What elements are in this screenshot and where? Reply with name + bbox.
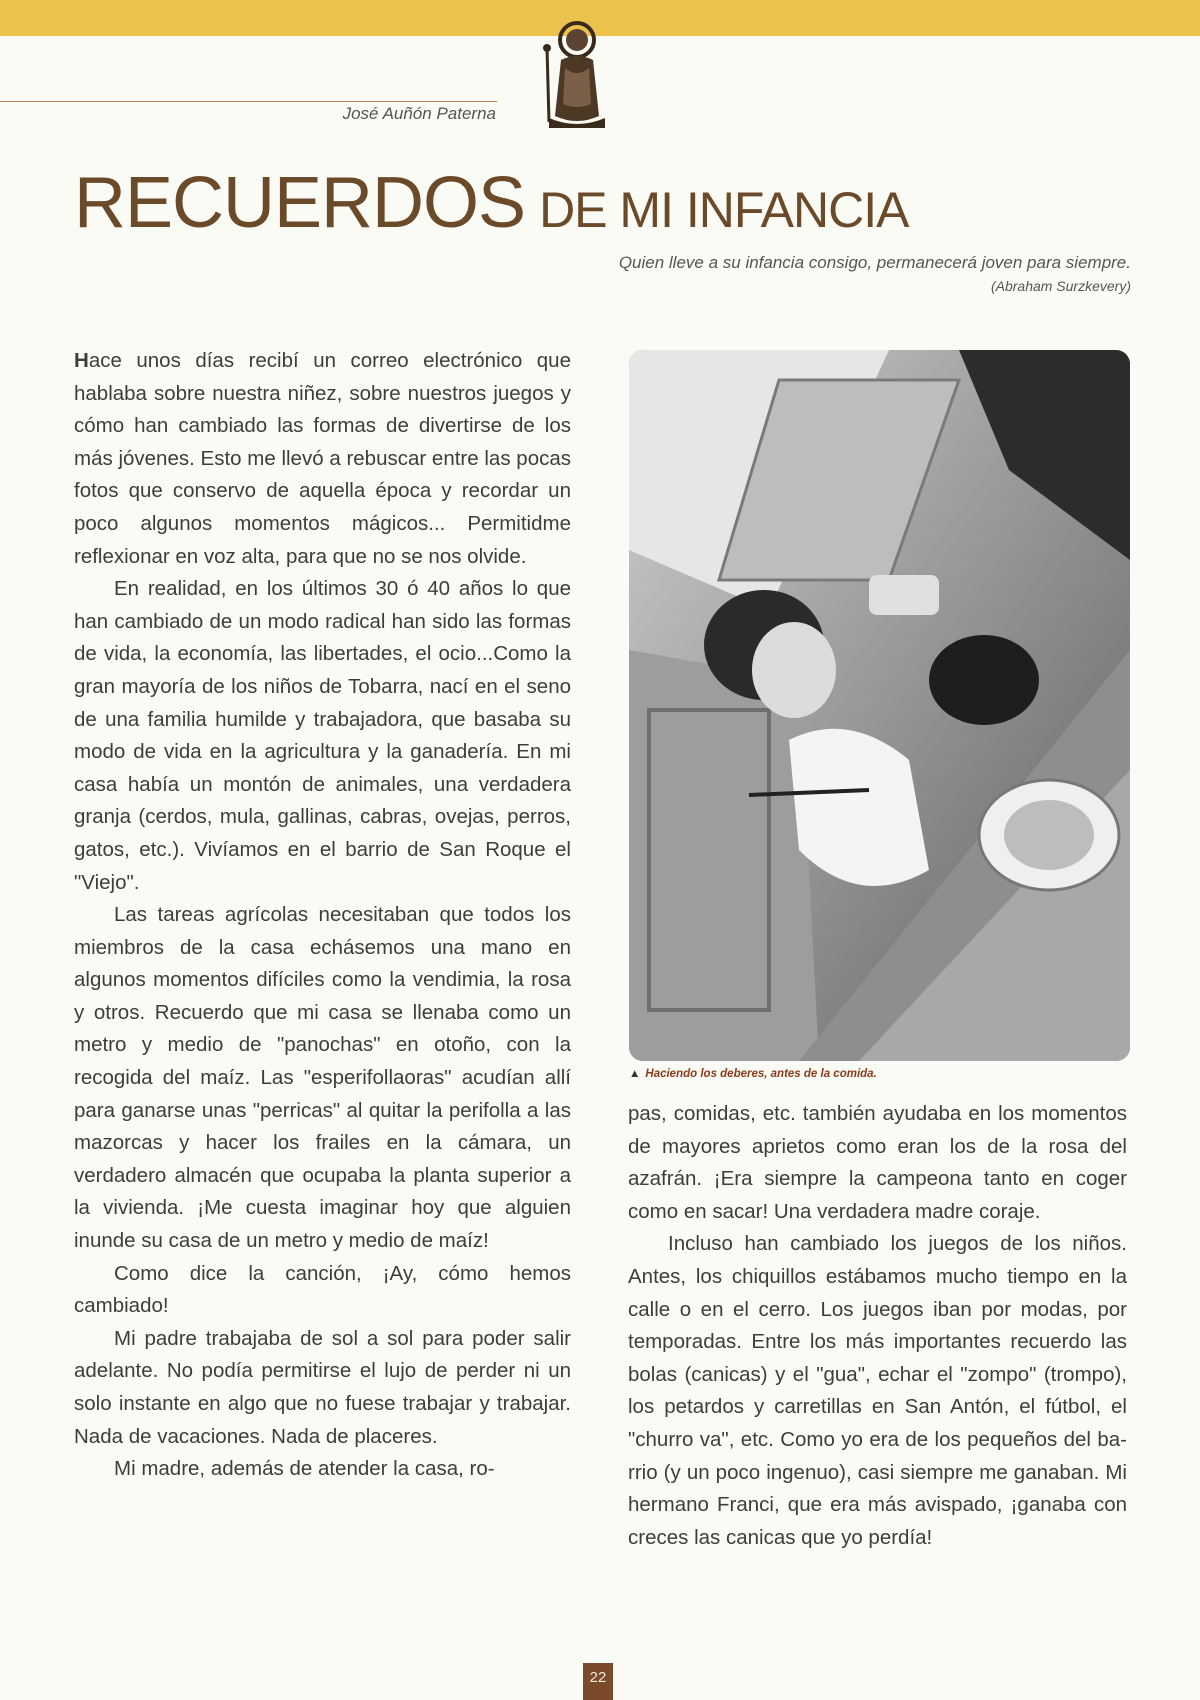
- paragraph-text: ace unos días recibí un correo electrónico que hablaba sobre nuestra niñez, sobre nuestros juegos y cómo han cambiado las formas de divertirse de los más jóvenes. Esto me llevó a rebuscar entre las pocas fotos que conservo de aquella época y recordar un poco algunos momentos mágicos... Permitidme reflexionar en voz alta, para que no se nos olvide.: [74, 349, 571, 568]
- title-main: RECUERDOS: [74, 163, 526, 243]
- saint-figure-emblem: [535, 18, 613, 128]
- left-column: [74, 345, 571, 1486]
- paragraph: Como dice la canción, ¡Ay, cómo hemos cambiado!: [74, 1261, 571, 1318]
- photo-illustration: [629, 350, 1130, 1061]
- author-rule: [0, 101, 497, 102]
- paragraph: pas, comidas, etc. también ayudaba en los momentos de mayores aprietos como eran los de la rosa del azafrán. ¡Era siempre la campeona tanto en coger como en sacar! Una verdadera madre coraje.: [628, 1102, 1127, 1223]
- page-number: 22: [583, 1663, 613, 1700]
- author-name: José Auñón Paterna: [342, 104, 496, 123]
- article-photo: [629, 350, 1130, 1061]
- epigraph-quote: Quien lleve a su infancia consigo, permanecerá joven para siempre.: [618, 253, 1131, 272]
- photo-caption: [629, 1068, 877, 1080]
- paragraph: Incluso han cambiado los juegos de los niños. Antes, los chiquillos estábamos mucho tiempo en la calle o en el cerro. Los juegos iban por modas, por temporadas. Entre los más importantes recuerdo las bolas (canicas) y el "gua", echar el "zompo" (trompo), los petardos y carretillas en San Antón, el fútbol, el "churro va", etc. Como yo era de los pequeños del barrio (y un poco ingenuo), casi siempre me ganaban. Mi hermano Franci, que era más avispado, ¡ganaba con creces las canicas que yo perdía!: [628, 1232, 1127, 1549]
- drop-initial: H: [74, 349, 89, 372]
- article-title: [74, 162, 908, 244]
- epigraph-source: (Abraham Surzkevery): [990, 278, 1131, 294]
- paragraph: Mi madre, además de atender la casa, ro-: [114, 1457, 495, 1481]
- paragraph: Las tareas agrícolas necesitaban que todos los miembros de la casa echásemos una mano en algunos momentos difíciles como la vendimia, la rosa y otros. Recuerdo que mi casa se llenaba como un metro y medio de "panochas" en otoño, con la recogida del maíz. Las "esperifollaoras" acudían allí para ganarse unas "perricas" al quitar la perifolla a las mazorcas y hacer los frailes en la cámara, un verdadero almacén que ocupaba la planta superior a la vivienda. ¡Me cuesta imaginar hoy que alguien inunde su casa de un metro y medio de maíz!: [74, 903, 571, 1253]
- title-sub: DE MI INFANCIA: [539, 182, 909, 238]
- triangle-up-icon: ▲: [629, 1068, 641, 1080]
- paragraph: [74, 345, 571, 573]
- epigraph: [619, 253, 1131, 294]
- paragraph: Mi padre trabajaba de sol a sol para poder salir adelante. No podía permitirse el lujo de perder ni un solo instante en algo que no fuese trabajar y trabajar. Nada de vacaciones. Nada de placeres.: [74, 1326, 571, 1448]
- paragraph: En realidad, en los últimos 30 ó 40 años lo que han cambiado de un modo radical han sido las formas de vida, la economía, las libertades, el ocio...Como la gran mayoría de los niños de Tobarra, nací en el seno de una familia humilde y trabajadora, que basaba su modo de vida en la agricultura y la ganadería. En mi casa había un montón de animales, una verdadera granja (cerdos, mula, gallinas, cabras, ovejas, perros, gatos, etc.). Vivíamos en el barrio de San Roque el "Viejo".: [74, 577, 571, 894]
- right-column: [628, 1098, 1127, 1554]
- caption-text: Haciendo los deberes, antes de la comida.: [645, 1068, 877, 1080]
